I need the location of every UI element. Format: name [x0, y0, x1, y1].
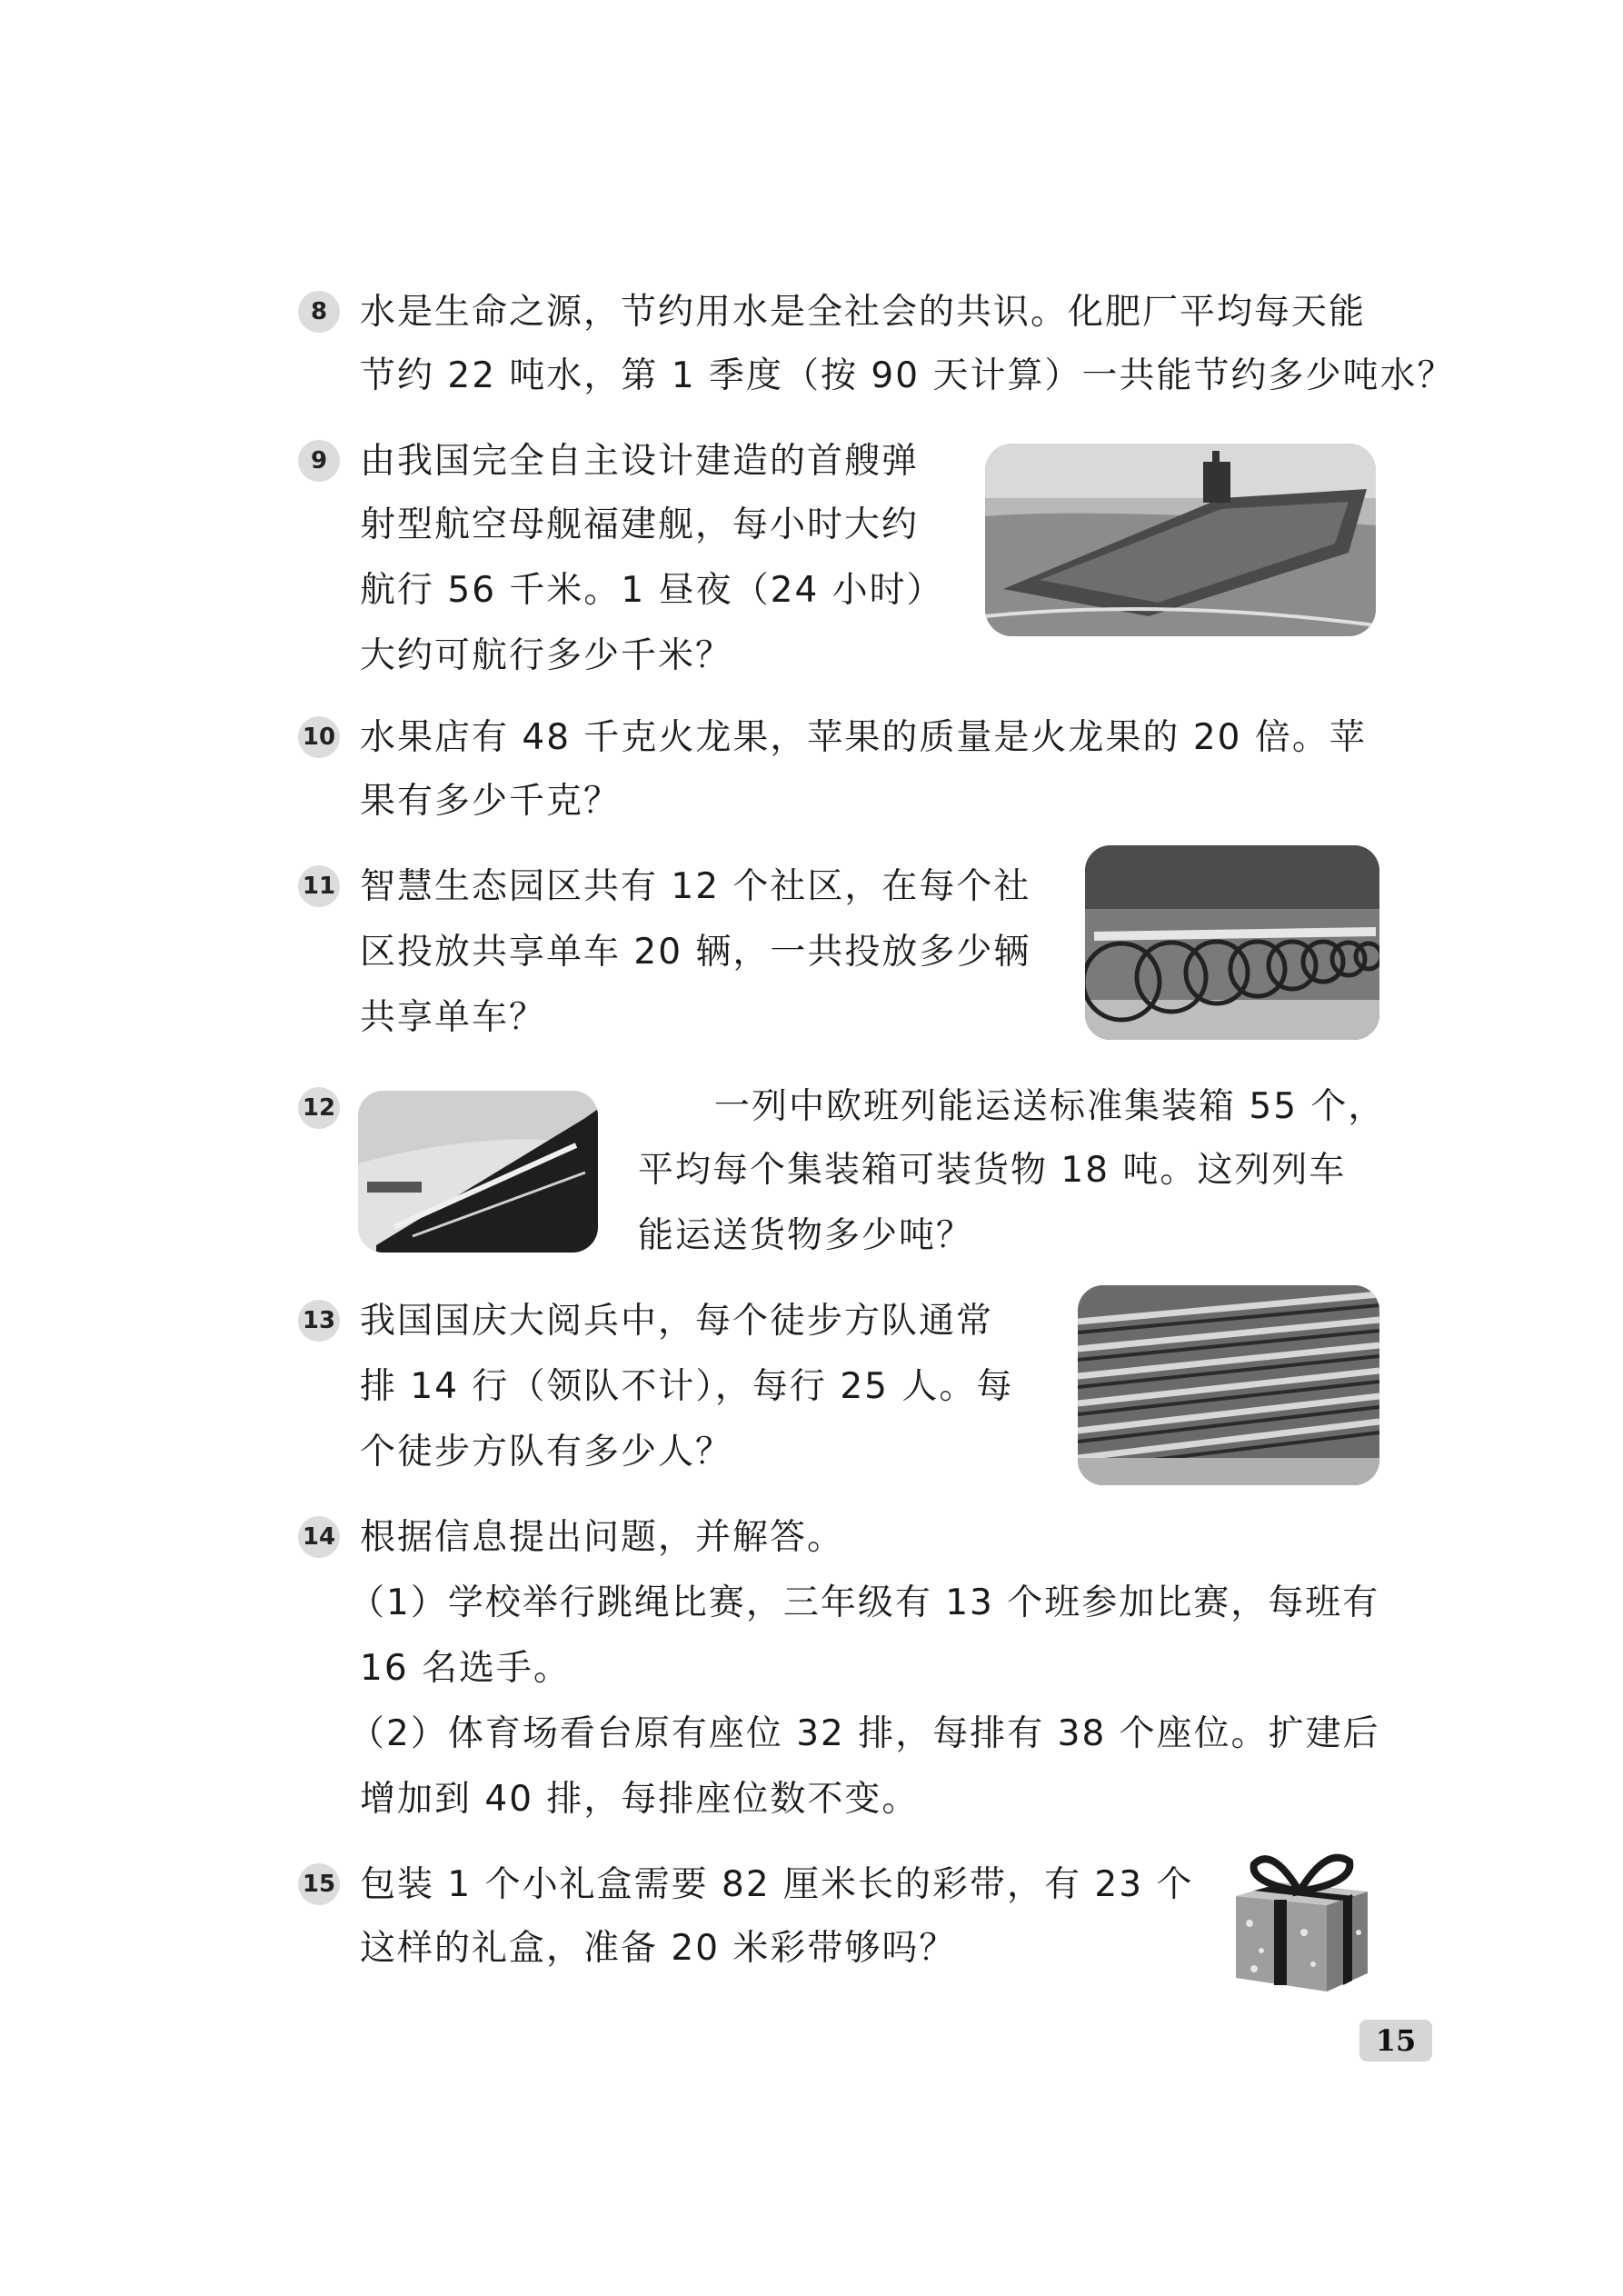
- parade-formation-photo: [1078, 1285, 1379, 1485]
- problem-text-line: 一列中欧班列能运送标准集装箱 55 个，: [714, 1086, 1386, 1127]
- problem-text-line: 排 14 行（领队不计），每行 25 人。每: [360, 1366, 1014, 1407]
- problem-number: 15: [298, 1863, 340, 1905]
- china-europe-train-photo: [358, 1091, 598, 1253]
- problem-text-line: 这样的礼盒，准备 20 米彩带够吗？: [360, 1928, 957, 1969]
- problem-text-line: 区投放共享单车 20 辆，一共投放多少辆: [360, 932, 1031, 973]
- problem-text-line: 增加到 40 排，每排座位数不变。: [360, 1779, 920, 1820]
- problem-number: 8: [298, 291, 340, 333]
- problem-text-line: 个徒步方队有多少人？: [360, 1432, 733, 1472]
- problem-text-line: 共享单车？: [360, 997, 547, 1038]
- problem-text-line: 水果店有 48 千克火龙果，苹果的质量是火龙果的 20 倍。苹: [360, 717, 1367, 758]
- problem-text-line: 节约 22 吨水，第 1 季度（按 90 天计算）一共能节约多少吨水？: [360, 355, 1455, 396]
- problem-text-line: 水是生命之源，节约用水是全社会的共识。化肥厂平均每天能: [360, 292, 1367, 333]
- problem-text-line: 由我国完全自主设计建造的首艘弹: [360, 441, 920, 482]
- aircraft-carrier-photo: [985, 444, 1376, 636]
- problem-text-line: 智慧生态园区共有 12 个社区，在每个社: [360, 866, 1031, 907]
- problem-text-line: 果有多少千克？: [360, 781, 622, 822]
- problem-number: 11: [298, 865, 340, 907]
- problem-text-line: 16 名选手。: [360, 1648, 572, 1689]
- problem-text-line: 航行 56 千米。1 昼夜（24 小时）: [360, 570, 944, 611]
- problem-text-line: 平均每个集装箱可装货物 18 吨。这列列车: [638, 1150, 1347, 1191]
- problem-number: 10: [298, 716, 340, 758]
- problem-text-line: （1）学校举行跳绳比赛，三年级有 13 个班参加比赛，每班有: [349, 1582, 1380, 1623]
- shared-bikes-photo: [1085, 845, 1379, 1040]
- page-number: 15: [1359, 2020, 1432, 2061]
- problem-text-line: （2）体育场看台原有座位 32 排，每排有 38 个座位。扩建后: [349, 1713, 1380, 1754]
- problem-number: 14: [298, 1516, 340, 1558]
- gift-box-illustration: [1218, 1842, 1381, 1996]
- problem-number: 9: [298, 440, 340, 482]
- problem-text-line: 包装 1 个小礼盒需要 82 厘米长的彩带，有 23 个: [360, 1864, 1194, 1905]
- problem-text-line: 射型航空母舰福建舰，每小时大约: [360, 504, 920, 545]
- problem-number: 12: [298, 1087, 340, 1129]
- problem-text-line: 我国国庆大阅兵中，每个徒步方队通常: [360, 1301, 994, 1342]
- problem-number: 13: [298, 1300, 340, 1342]
- problem-text-line: 根据信息提出问题，并解答。: [360, 1517, 845, 1558]
- problem-text-line: 能运送货物多少吨？: [638, 1215, 974, 1256]
- problem-text-line: 大约可航行多少千米？: [360, 635, 733, 676]
